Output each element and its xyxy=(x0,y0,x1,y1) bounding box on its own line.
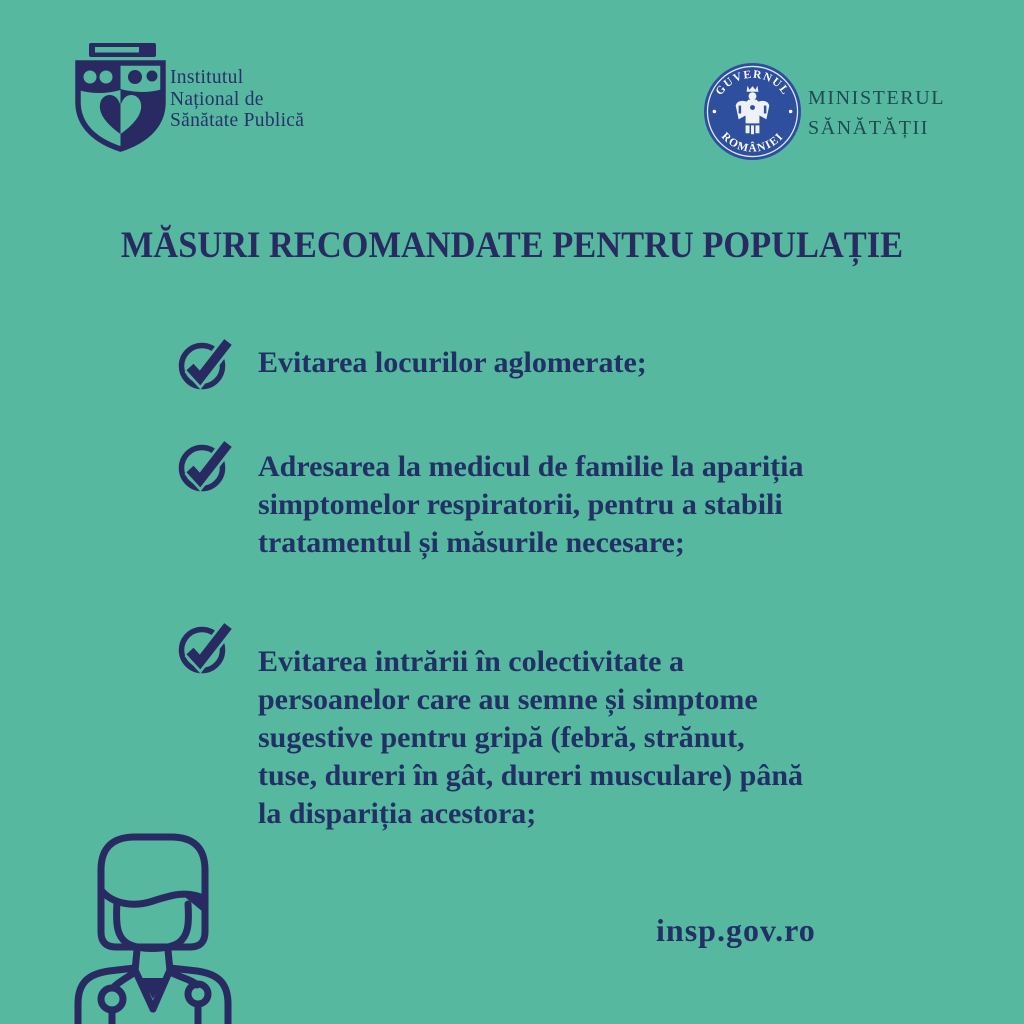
bullet-text-line: tratamentul și măsurile necesare; xyxy=(258,526,685,559)
bullet-text-line: persoanelor care au semne și simptome xyxy=(258,683,758,716)
insp-name-line: Sănătate Publică xyxy=(170,110,305,131)
badge-arc-top-text: GUVERNUL xyxy=(713,68,792,98)
bullet-text-line: Adresarea la medicul de familie la apariția xyxy=(258,450,804,483)
bullet-text-line: tuse, dureri în gât, dureri musculare) până xyxy=(258,759,804,792)
bullet-text-line: la dispariția acestora; xyxy=(258,797,537,830)
insp-institute-name xyxy=(170,67,304,132)
badge-arc-bottom-text: ROMÂNIEI xyxy=(718,130,787,155)
check-icon xyxy=(178,337,240,391)
bullet-item xyxy=(258,344,647,382)
check-icon xyxy=(178,439,240,493)
bullet-text-line: sugestive pentru gripă (febră, strănut, xyxy=(258,721,745,754)
bullet-item xyxy=(258,448,804,562)
bullet-text-line: Evitarea intrării în colectivitate a xyxy=(258,645,684,678)
check-icon xyxy=(178,621,240,675)
page-title: MĂSURI RECOMANDATE PENTRU POPULAȚIE xyxy=(120,225,904,266)
insp-logo-icon xyxy=(73,40,168,152)
bullet-text-line: simptomelor respiratorii, pentru a stabili xyxy=(258,488,783,521)
bullet-item xyxy=(258,643,803,833)
ministry-name-line: MINISTERUL xyxy=(808,87,946,109)
insp-name-line: Național de xyxy=(170,88,264,110)
website-url: insp.gov.ro xyxy=(656,912,816,948)
insp-name-line: Institutul xyxy=(170,67,244,88)
doctor-illustration-icon xyxy=(55,832,241,1024)
bullet-text-line: Evitarea locurilor aglomerate; xyxy=(258,346,647,379)
ministry-of-health-name xyxy=(808,83,945,143)
government-romania-badge-icon xyxy=(703,62,802,161)
ministry-name-line: SĂNĂTĂȚII xyxy=(808,117,930,139)
